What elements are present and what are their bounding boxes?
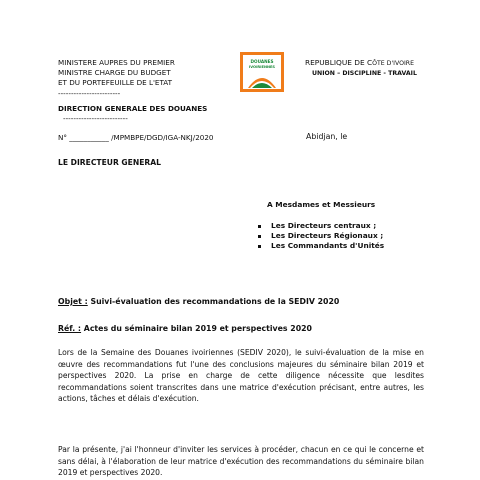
sender: LE DIRECTEUR GENERAL — [58, 158, 161, 167]
direction-title: DIRECTION GENERALE DES DOUANES — [58, 104, 208, 113]
ministry-line-3: ET DU PORTEFEUILLE DE L'ETAT — [58, 78, 173, 87]
recipient-item: Les Directeurs Régionaux ; — [271, 231, 384, 240]
customs-logo — [240, 52, 284, 92]
bullet-icon — [258, 235, 261, 238]
recipient-item: Les Commandants d'Unités — [271, 241, 385, 250]
place-date: Abidjan, le — [306, 132, 348, 141]
body-paragraph-1: Lors de la Semaine des Douanes ivoiriennes (SEDIV 2020), le suivi-évaluation de la mise en œuvre des recommandations fut l'une des conclusions majeures du séminaire bilan 2019 et perspectives 2020. La prise en charge de cette diligence nécessite que lesdites recommandations soient transcrites dans une matrice d'exécution précisant, entre autres, les actions, tâches et délais d'exécution. — [58, 348, 424, 403]
separator-1: ------------------------ — [58, 89, 121, 98]
customs-emblem-icon — [240, 52, 284, 92]
logo-text-1: DOUANES — [250, 59, 274, 64]
ref-label: Réf. : — [58, 324, 82, 333]
objet-text: Suivi-évaluation des recommandations de la SEDIV 2020 — [90, 297, 340, 306]
recipient-item: Les Directeurs centraux ; — [271, 221, 377, 230]
objet-line — [58, 297, 339, 306]
reference-number: N° ___________ /MPMBPE/DGD/IGA-NKJ/2020 — [58, 133, 214, 142]
separator-2: ------------------------- — [63, 114, 128, 123]
ref-line — [58, 324, 312, 333]
ministry-line-2: MINISTRE CHARGE DU BUDGET — [58, 68, 171, 77]
ministry-line-1: MINISTERE AUPRES DU PREMIER — [58, 58, 175, 67]
objet-label: Objet : — [58, 297, 88, 306]
ref-text: Actes du séminaire bilan 2019 et perspectives 2020 — [83, 324, 312, 333]
bullet-icon — [258, 245, 261, 248]
recipients-title: A Mesdames et Messieurs — [267, 200, 376, 209]
national-motto: UNION – DISCIPLINE - TRAVAIL — [312, 70, 417, 77]
republic-title: REPUBLIQUE DE CÔTE D'IVOIRE — [305, 58, 415, 67]
body-paragraph-2: Par la présente, j'ai l'honneur d'inviter les services à procéder, chacun en ce qui le concerne et sans délai, à l'élaboration de leur matrice d'exécution des recommandations du séminaire bilan 2019 et perspectives 2020. — [58, 445, 424, 477]
bullet-icon — [258, 225, 261, 228]
logo-text-2: IVOIRIENNES — [248, 65, 276, 69]
